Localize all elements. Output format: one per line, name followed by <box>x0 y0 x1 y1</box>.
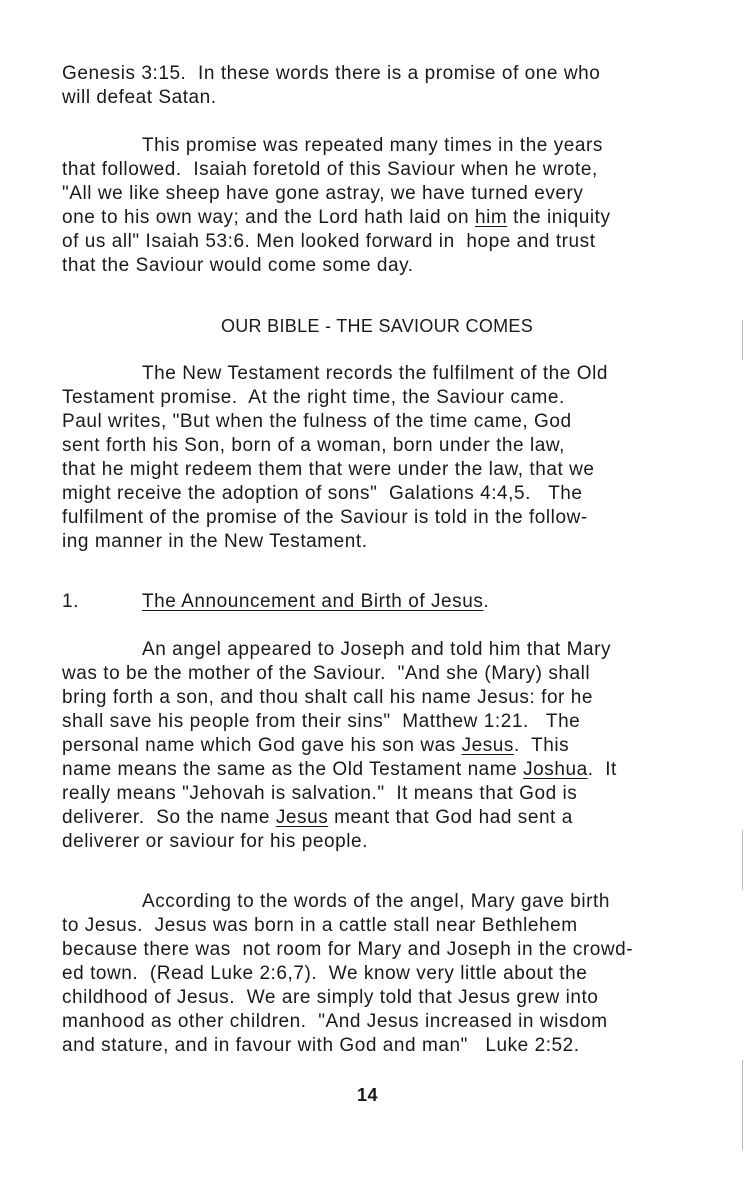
item-title-suffix: . <box>483 591 490 612</box>
text-line <box>62 734 702 758</box>
text-line: An angel appeared to Joseph and told him that Mary <box>142 639 612 660</box>
numbered-item-heading <box>62 590 702 614</box>
text-line: will defeat Satan. <box>62 87 217 108</box>
text-line: because there was not room for Mary and Joseph in the crowd- <box>62 939 634 960</box>
underlined-word: Joshua <box>523 759 588 780</box>
scan-edge-mark <box>742 1060 743 1150</box>
paragraph-birth <box>62 890 702 1058</box>
text-segment: meant that God had sent a <box>328 807 573 828</box>
text-line: to Jesus. Jesus was born in a cattle stall near Bethlehem <box>62 915 578 936</box>
text-line: might receive the adoption of sons" Galations 4:4,5. The <box>62 483 583 504</box>
text-line: manhood as other children. "And Jesus increased in wisdom <box>62 1011 608 1032</box>
page-number: 14 <box>356 1085 379 1105</box>
text-line: Genesis 3:15. In these words there is a promise of one who <box>62 63 601 84</box>
text-segment: . It <box>587 759 617 780</box>
text-line: Testament promise. At the right time, the Saviour came. <box>62 387 565 408</box>
underlined-word: him <box>474 207 508 228</box>
text-line <box>62 806 702 830</box>
text-segment: name means the same as the Old Testament name <box>62 759 524 780</box>
section-heading: OUR BIBLE - THE SAVIOUR COMES <box>220 316 534 336</box>
text-segment: . This <box>513 735 570 756</box>
text-segment: deliverer. So the name <box>62 807 276 828</box>
text-line <box>62 206 702 230</box>
scan-edge-mark <box>742 320 743 360</box>
text-segment: the iniquity <box>507 207 611 228</box>
text-line: sent forth his Son, born of a woman, born under the law, <box>62 435 565 456</box>
underlined-word: Jesus <box>461 735 514 756</box>
text-line: that the Saviour would come some day. <box>62 255 414 276</box>
scan-edge-mark <box>742 830 743 890</box>
text-line <box>62 758 702 782</box>
text-line: bring forth a son, and thou shalt call his name Jesus: for he <box>62 687 594 708</box>
text-line: The New Testament records the fulfilment of the Old <box>142 363 608 384</box>
text-line: This promise was repeated many times in the years <box>142 135 603 156</box>
paragraph-genesis <box>62 62 702 110</box>
text-line: was to be the mother of the Saviour. "And she (Mary) shall <box>62 663 591 684</box>
text-line: of us all" Isaiah 53:6. Men looked forward in hope and trust <box>62 231 596 252</box>
text-line: ed town. (Read Luke 2:6,7). We know very little about the <box>62 963 588 984</box>
text-line: shall save his people from their sins" Matthew 1:21. The <box>62 711 581 732</box>
paragraph-new-testament <box>62 362 702 554</box>
text-line: that followed. Isaiah foretold of this Saviour when he wrote, <box>62 159 598 180</box>
text-line: Paul writes, "But when the fulness of the time came, God <box>62 411 572 432</box>
document-page <box>62 62 702 1058</box>
text-segment: one to his own way; and the Lord hath laid on <box>62 207 475 228</box>
text-line: fulfilment of the promise of the Saviour is told in the follow- <box>62 507 588 528</box>
text-line: deliverer or saviour for his people. <box>62 831 368 852</box>
text-line: really means "Jehovah is salvation." It means that God is <box>62 783 578 804</box>
text-line: "All we like sheep have gone astray, we have turned every <box>62 183 584 204</box>
text-line: childhood of Jesus. We are simply told that Jesus grew into <box>62 987 599 1008</box>
text-line: and stature, and in favour with God and man" Luke 2:52. <box>62 1035 580 1056</box>
text-line: ing manner in the New Testament. <box>62 531 368 552</box>
text-line: that he might redeem them that were under the law, that we <box>62 459 595 480</box>
paragraph-announcement <box>62 638 702 854</box>
text-segment: personal name which God gave his son was <box>62 735 462 756</box>
item-number: 1. <box>62 591 79 612</box>
underlined-word: Jesus <box>275 807 329 828</box>
text-line: According to the words of the angel, Mary gave birth <box>142 891 610 912</box>
paragraph-promise-repeated <box>62 134 702 278</box>
item-title: The Announcement and Birth of Jesus <box>142 591 484 612</box>
